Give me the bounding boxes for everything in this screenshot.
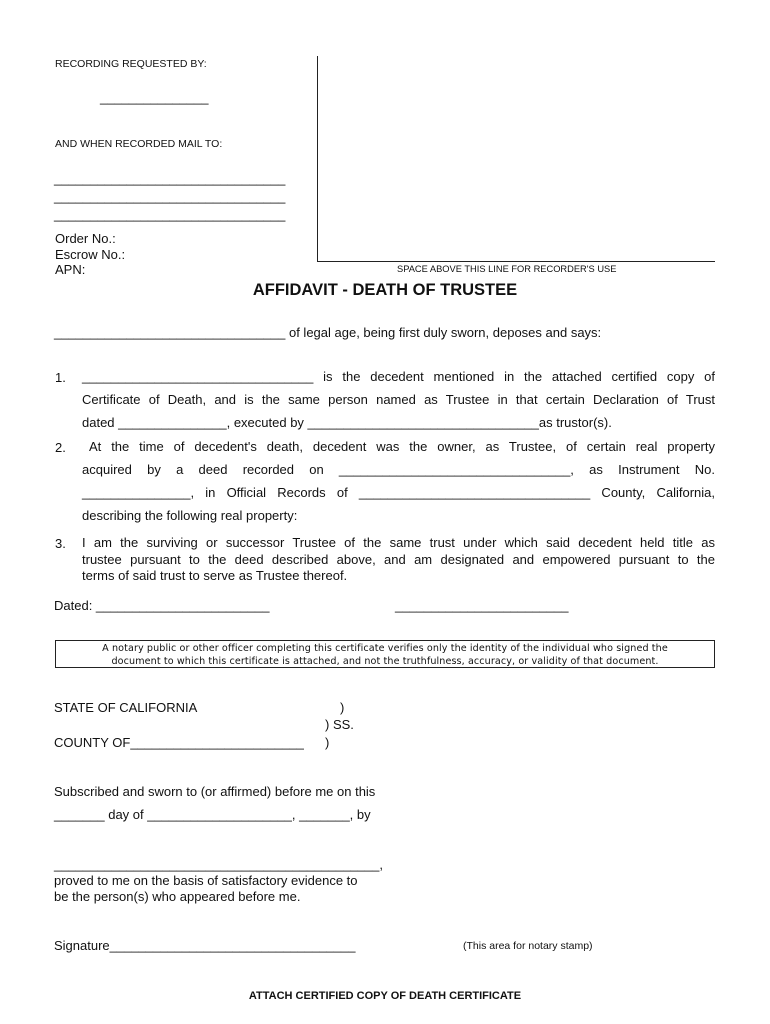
recording-requested-blank[interactable]: _______________ [100, 90, 209, 105]
item-3-line: I am the surviving or successor Trustee of the same trust under which said decedent held title as [82, 535, 715, 550]
item-2-text [89, 435, 715, 458]
attach-certificate-footer: ATTACH CERTIFIED COPY OF DEATH CERTIFICATE [248, 990, 522, 1002]
item-1-line: ________________________________ is the decedent mentioned in the attached certified copy of [82, 369, 715, 384]
recorder-space-label: SPACE ABOVE THIS LINE FOR RECORDER'S USE [397, 264, 617, 274]
order-no-label: Order No.: [55, 231, 116, 246]
mail-to-line-2[interactable]: ________________________________ [54, 189, 286, 204]
item-2-number: 2. [55, 440, 66, 455]
item-3-line: terms of said trust to serve as Trustee thereof. [82, 568, 348, 583]
item-2-text-cont [82, 458, 715, 527]
document-title: AFFIDAVIT - DEATH OF TRUSTEE [252, 281, 518, 299]
item-3-line: trustee pursuant to the deed described above, and am designated and empowered pursuant to the [82, 551, 715, 567]
mail-to-line-1[interactable]: ________________________________ [54, 171, 286, 186]
jurat-name-line[interactable]: _____________________________________________, [54, 857, 383, 872]
jurat-line-2[interactable]: _______ day of ____________________, _______, by [54, 807, 371, 822]
item-2-line: acquired by a deed recorded on ________________________________, as Instrument No. [82, 462, 715, 477]
affiant-signature-line[interactable]: ________________________ [395, 598, 569, 613]
jurat-line-1: Subscribed and sworn to (or affirmed) before me on this [54, 784, 376, 799]
item-3-text [82, 535, 715, 585]
notary-notice-box [55, 640, 715, 668]
state-label: STATE OF CALIFORNIA [54, 700, 198, 715]
item-1-text [82, 365, 715, 434]
item-1-number: 1. [55, 370, 66, 385]
item-3-number: 3. [55, 536, 66, 551]
mail-to-label: AND WHEN RECORDED MAIL TO: [55, 138, 223, 150]
item-2-line: describing the following real property: [82, 508, 298, 523]
venue-ss: ) SS. [325, 717, 354, 732]
apn-label: APN: [55, 262, 86, 277]
recording-requested-label: RECORDING REQUESTED BY: [55, 58, 207, 70]
item-2-line: At the time of decedent's death, decedent was the owner, as Trustee, of certain real property [89, 439, 715, 454]
jurat-proved-1: proved to me on the basis of satisfactory evidence to [54, 873, 358, 888]
venue-paren-3: ) [325, 735, 330, 750]
notary-notice-line: A notary public or other officer completing this certificate verifies only the identity of the individual who signed the [102, 643, 668, 654]
intro-statement: ________________________________ of legal age, being first duly sworn, deposes and says: [54, 325, 602, 340]
notary-stamp-area: (This area for notary stamp) [463, 940, 593, 952]
mail-to-line-3[interactable]: ________________________________ [54, 207, 286, 222]
dated-field[interactable]: Dated: ________________________ [54, 598, 270, 613]
recorder-divider-vertical [317, 56, 318, 262]
item-1-line: dated _______________, executed by ________________________________as trustor(s). [82, 415, 612, 430]
venue-paren-1: ) [340, 700, 345, 715]
escrow-no-label: Escrow No.: [55, 247, 126, 262]
item-1-line: Certificate of Death, and is the same person named as Trustee in that certain Declaration of Trust [82, 392, 715, 407]
recorder-divider-horizontal [317, 261, 715, 262]
county-field[interactable]: COUNTY OF________________________ [54, 735, 304, 750]
notary-signature-field[interactable]: Signature__________________________________ [54, 938, 356, 953]
notary-notice-line: document to which this certificate is attached, and not the truthfulness, accuracy, or validity of that document. [111, 656, 659, 667]
item-2-line: _______________, in Official Records of ________________________________ County, California, [82, 485, 715, 500]
jurat-proved-2: be the person(s) who appeared before me. [54, 889, 301, 904]
